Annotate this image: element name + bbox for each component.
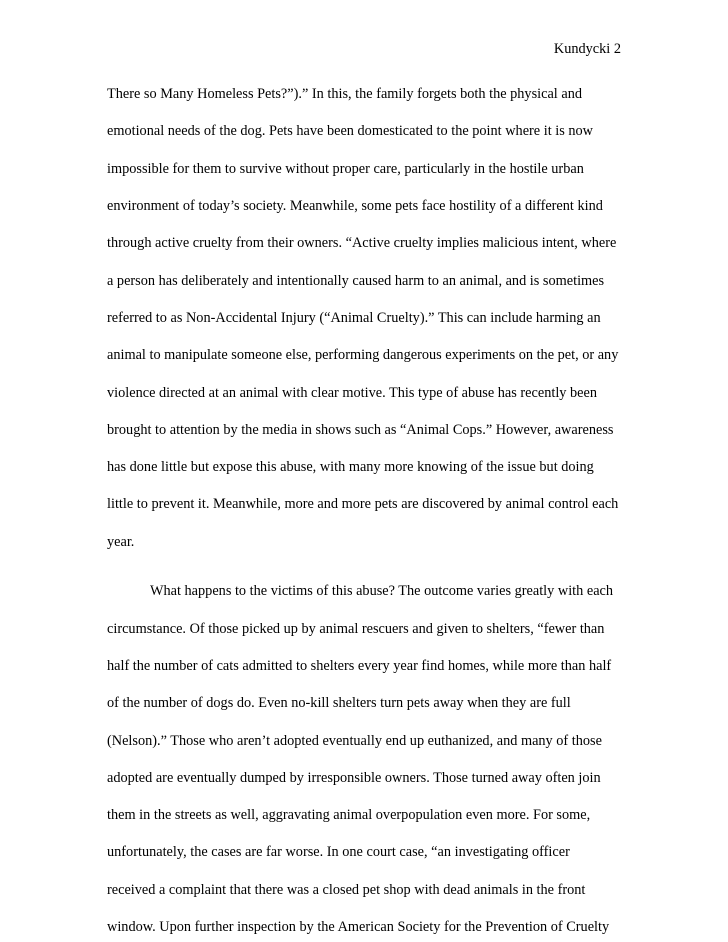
text-line: them in the streets as well, aggravating animal overpopulation even more. For some,	[107, 807, 591, 823]
text-line: emotional needs of the dog. Pets have been domesticated to the point where it is now	[107, 123, 593, 139]
text-line: brought to attention by the media in shows such as “Animal Cops.” However, awareness	[107, 422, 614, 438]
text-line: received a complaint that there was a closed pet shop with dead animals in the front	[107, 882, 586, 898]
text-line: of the number of dogs do. Even no-kill shelters turn pets away when they are full	[107, 695, 571, 711]
text-line: impossible for them to survive without proper care, particularly in the hostile urban	[107, 161, 584, 177]
text-line: environment of today’s society. Meanwhile, some pets face hostility of a different kind	[107, 198, 603, 214]
text-line: adopted are eventually dumped by irresponsible owners. Those turned away often join	[107, 770, 601, 786]
text-line: half the number of cats admitted to shelters every year find homes, while more than half	[107, 658, 612, 674]
running-head: Kundycki 2	[553, 41, 621, 57]
text-line: circumstance. Of those picked up by animal rescuers and given to shelters, “fewer than	[107, 621, 605, 637]
text-line: has done little but expose this abuse, with many more knowing of the issue but doing	[107, 459, 594, 475]
text-line: a person has deliberately and intentionally caused harm to an animal, and is sometimes	[107, 273, 605, 289]
text-line: animal to manipulate someone else, performing dangerous experiments on the pet, or any	[107, 347, 619, 363]
text-line: window. Upon further inspection by the American Society for the Prevention of Cruelty	[107, 919, 610, 935]
text-line: through active cruelty from their owners. “Active cruelty implies malicious intent, where	[107, 235, 617, 251]
text-line: year.	[107, 534, 135, 550]
text-line: violence directed at an animal with clear motive. This type of abuse has recently been	[107, 385, 598, 401]
text-line: There so Many Homeless Pets?”).” In this, the family forgets both the physical and	[107, 86, 582, 102]
text-line: unfortunately, the cases are far worse. In one court case, “an investigating officer	[107, 844, 570, 860]
text-line: (Nelson).” Those who aren’t adopted eventually end up euthanized, and many of those	[107, 733, 602, 749]
text-line: What happens to the victims of this abuse? The outcome varies greatly with each	[150, 583, 614, 599]
text-line: little to prevent it. Meanwhile, more and more pets are discovered by animal control each	[107, 496, 619, 512]
text-line: referred to as Non-Accidental Injury (“Animal Cruelty).” This can include harming an	[107, 310, 601, 326]
